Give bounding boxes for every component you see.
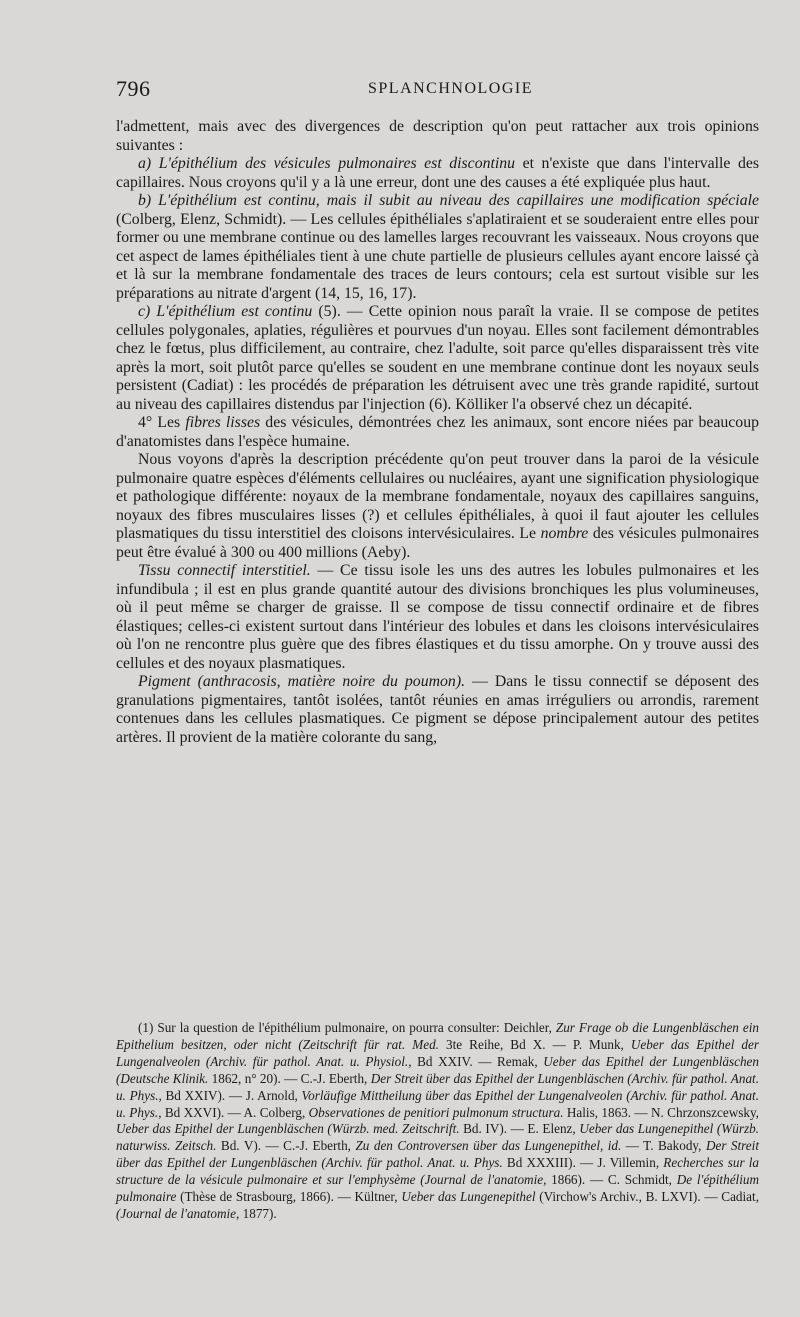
paragraph-opinion-c: c) L'épithélium est continu (5). — Cette opinion nous paraît la vraie. Il se compose de petites cellules polygonales, aplaties, régulières et pourvues d'un noyau. Elles sont facilement démontrables chez le fœtus, plus difficilement, au contraire, chez l'adulte, soit parce qu'elles disparaissent très vite après la mort, soit plutôt parce qu'elles se soudent en une membrane continue dont les noyaux seuls persistent (Cadiat) : les procédés de préparation les détruisent avec une très grande rapidité, surtout au niveau des capillaires distendus par l'injection (6). Kölliker l'a observé chez un décapité. bbox=[116, 303, 759, 413]
pigment-heading: Pigment (anthracosis, matière noire du poumon). bbox=[138, 673, 466, 690]
paragraph-intro: l'admettent, mais avec des divergences de description qu'on peut rattacher aux trois opinions suivantes : bbox=[116, 118, 759, 154]
paragraph-smooth-fibres: 4° Les fibres lisses des vésicules, démontrées chez les animaux, sont encore niées par beaucoup d'anatomistes dans l'espèce humaine. bbox=[116, 414, 759, 450]
opinion-b-heading: b) L'épithélium est continu, mais il subit au niveau des capillaires une modification spéciale bbox=[138, 192, 759, 209]
paragraph-opinion-b: b) L'épithélium est continu, mais il subit au niveau des capillaires une modification spéciale (Colberg, Elenz, Schmidt). — Les cellules épithéliales s'aplatiraient et se souderaient entre elles pour former ou une membrane continue ou des lamelles larges recouvrant les vaisseaux. Nous croyons que cet aspect de lames épithéliales tient à une chute partielle de plusieurs cellules ayant encore laissé çà et là sur la membrane fondamentale des traces de leurs contours; cela est surtout visible sur les préparations au nitrate d'argent (14, 15, 16, 17). bbox=[116, 192, 759, 302]
paragraph-connective-tissue: Tissu connectif interstitiel. — Ce tissu isole les uns des autres les lobules pulmonaires et les infundibula ; il est en plus grande quantité autour des divisions bronchiques les plus volumineuses, où il peut même se charger de graisse. Il se compose de tissu connectif ordinaire et de fibres élastiques; celles-ci existent surtout dans l'intérieur des lobules et dans les cloisons intervésiculaires où l'on ne rencontre plus guère que des fibres élastiques et du tissu amorphe. On y trouve aussi des cellules et des noyaux plasmatiques. bbox=[116, 562, 759, 672]
opinion-a-heading: a) L'épithélium des vésicules pulmonaires est discontinu bbox=[138, 155, 516, 172]
paragraph-pigment: Pigment (anthracosis, matière noire du poumon). — Dans le tissu connectif se déposent des granulations pigmentaires, tantôt isolées, tantôt réunies en amas irréguliers ou arrondis, rarement contenues dans les cellules plasmatiques. Ce pigment se dépose principalement autour des petites artères. Il provient de la matière colorante du sang, bbox=[116, 673, 759, 746]
page-header bbox=[116, 76, 759, 102]
page-number: 796 bbox=[116, 76, 151, 101]
connective-tissue-heading: Tissu connectif interstitiel. bbox=[138, 562, 311, 579]
opinion-c-heading: c) L'épithélium est continu bbox=[138, 303, 313, 320]
footnote bbox=[116, 1020, 759, 1223]
paragraph-cell-types: Nous voyons d'après la description précédente qu'on peut trouver dans la paroi de la vésicule pulmonaire quatre espèces d'éléments cellulaires ou nucléaires, ayant une signification physiologique et pathologique différente: noyaux de la membrane fondamentale, noyaux des capillaires sanguins, noyaux des fibres musculaires lisses (?) et cellules épithéliales, à quoi il faut ajouter les cellules plasmatiques du tissu interstitiel des cloisons intervésiculaires. Le nombre des vésicules pulmonaires peut être évalué à 300 ou 400 millions (Aeby). bbox=[116, 451, 759, 561]
main-text bbox=[116, 118, 759, 747]
paragraph-opinion-a: a) L'épithélium des vésicules pulmonaires est discontinu et n'existe que dans l'intervalle des capillaires. Nous croyons qu'il y a là une erreur, dont une des causes a été expliquée plus haut. bbox=[116, 155, 759, 191]
footnote-text: (1) Sur la question de l'épithélium pulmonaire, on pourra consulter: Deichler, Zur Frage ob die Lungenbläschen ein Epithelium besitzen, oder nicht (Zeitschrift für rat. Med. 3te Reihe, Bd X. — P. Munk, Ueber das Epithel der Lungenalveolen (Archiv. für pathol. Anat. u. Physiol., Bd XXIV. — Remak, Ueber das Epithel der Lungenbläschen (Deutsche Klinik. 1862, n° 20). — C.-J. Eberth, Der Streit über das Epithel der Lungenbläschen (Archiv. für pathol. Anat. u. Phys., Bd XXIV). — J. Arnold, Vorläufige Mittheilung über das Epithel der Lungenalveolen (Archiv. für pathol. Anat. u. Phys., Bd XXVI). — A. Colberg, Observationes de penitiori pulmonum structura. Halis, 1863. — N. Chrzonszcewsky, Ueber das Epithel der Lungenbläschen (Würzb. med. Zeitschrift. Bd. IV). — E. Elenz, Ueber das Lungenepithel (Würzb. naturwiss. Zeitsch. Bd. V). — C.-J. Eberth, Zu den Controversen über das Lungenepithel, id. — T. Bakody, Der Streit über das Epithel der Lungenbläschen (Archiv. für pathol. Anat. u. Phys. Bd XXXIII). — J. Villemin, Recherches sur la structure de la vésicule pulmonaire et sur l'emphysème (Journal de l'anatomie, 1866). — C. Schmidt, De l'épithélium pulmonaire (Thèse de Strasbourg, 1866). — Kültner, Ueber das Lungenepithel (Virchow's Archiv., B. LXVI). — Cadiat, (Journal de l'anatomie, 1877). bbox=[116, 1020, 759, 1221]
running-title: SPLANCHNOLOGIE bbox=[368, 80, 533, 97]
